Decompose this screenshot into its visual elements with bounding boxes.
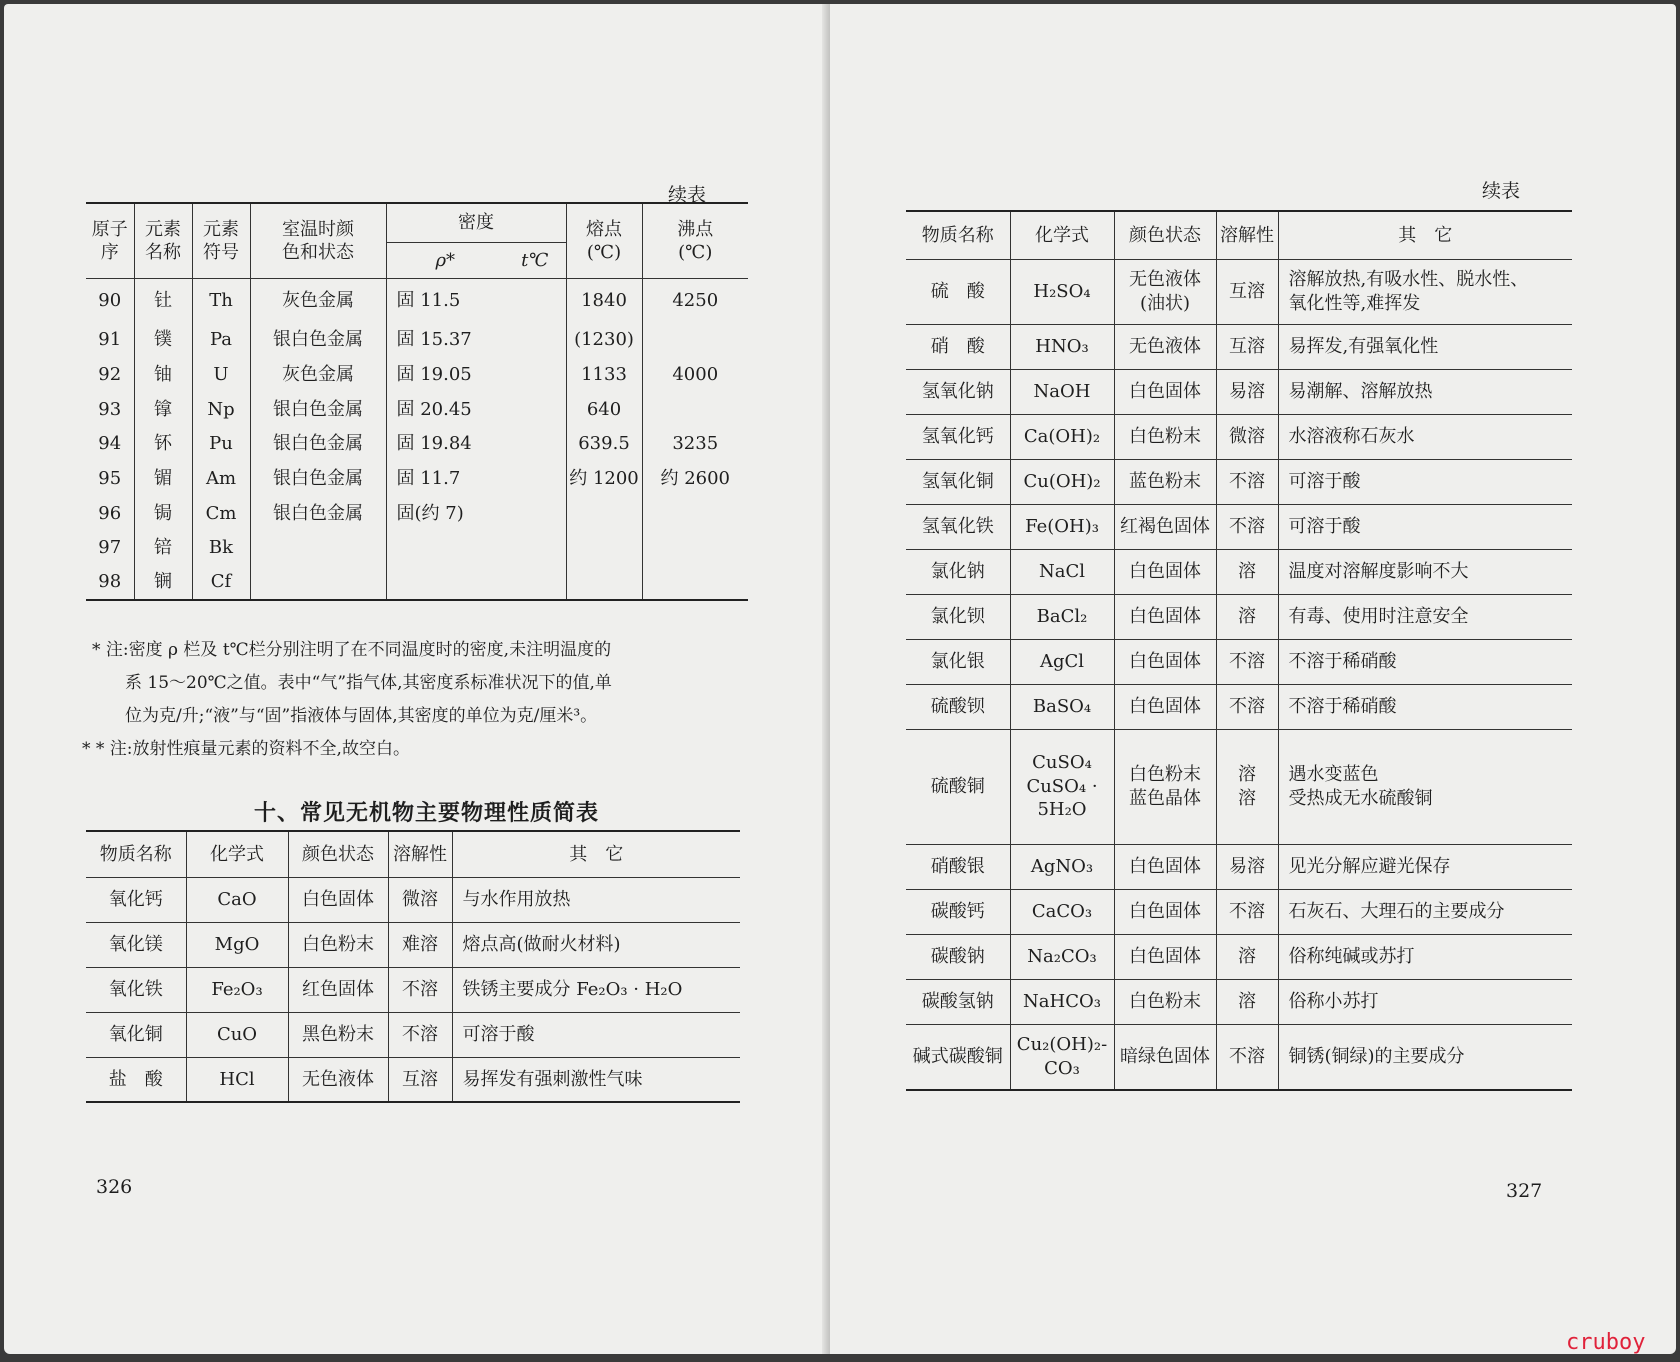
- atomic-number: 96: [98, 502, 122, 524]
- substance-other: 有毒、使用时注意安全: [1278, 594, 1572, 639]
- element-boiling-point: [642, 392, 748, 427]
- header-formula: 化学式: [186, 831, 288, 877]
- element-melting-point: 639.5: [566, 427, 642, 462]
- element-symbol: Pu: [192, 427, 250, 462]
- substance-formula: AgNO₃: [1010, 844, 1114, 889]
- page-number-right: 327: [1506, 1180, 1543, 1202]
- substance-other: 俗称纯碱或苏打: [1278, 934, 1572, 979]
- substance-solubility: 不溶: [1216, 639, 1278, 684]
- element-density: 固 11.7: [386, 461, 504, 496]
- header-rho: ρ*: [386, 243, 504, 279]
- element-row: [86, 357, 748, 392]
- substance-row: [906, 459, 1572, 504]
- substance-solubility: 互溶: [1216, 324, 1278, 369]
- element-color-state: 银白色金属: [250, 427, 386, 462]
- substance-other: 易潮解、溶解放热: [1278, 369, 1572, 414]
- element-density: 固 20.45: [386, 392, 504, 427]
- element-boiling-point: 3235: [642, 427, 748, 462]
- element-melting-point: 1840: [566, 279, 642, 323]
- page-number-left: 326: [96, 1176, 133, 1198]
- substance-name: 碳酸钠: [906, 934, 1010, 979]
- substance-solubility: 易溶: [1216, 369, 1278, 414]
- substance-name: 氢氧化铁: [906, 504, 1010, 549]
- atomic-number: 93: [98, 398, 122, 420]
- header-state: 颜色状态: [288, 831, 388, 877]
- substance-row: [906, 1024, 1572, 1090]
- element-density: [386, 565, 504, 600]
- note-1-line-3: 位为克/升;“液”与“固”指液体与固体,其密度的单位为克/厘米³。: [125, 706, 598, 726]
- element-melting-point: [566, 531, 642, 566]
- element-melting-point: (1230): [566, 323, 642, 358]
- substance-formula: Na₂CO₃: [1010, 934, 1114, 979]
- substance-row: [906, 549, 1572, 594]
- element-density-temp: [504, 427, 566, 462]
- substance-state: 无色液体 (油状): [1114, 259, 1216, 324]
- substance-solubility: 溶: [1216, 594, 1278, 639]
- note-1-line-2: 系 15～20℃之值。表中“气”指气体,其密度系标准状况下的值,单: [125, 673, 612, 693]
- substance-formula: NaOH: [1010, 369, 1114, 414]
- element-name: 镅: [134, 461, 192, 496]
- substance-name: 硫 酸: [930, 280, 985, 302]
- substance-state: 白色固体: [1114, 934, 1216, 979]
- element-density-temp: [504, 279, 566, 323]
- substance-other: 熔点高(做耐火材料): [452, 922, 740, 967]
- element-density-temp: [504, 565, 566, 600]
- substance-row: [906, 639, 1572, 684]
- substance-name: 氯化银: [906, 639, 1010, 684]
- element-row: [86, 323, 748, 358]
- substance-state: 白色粉末: [1114, 414, 1216, 459]
- substance-row: [906, 684, 1572, 729]
- continued-label-right: 续表: [1482, 180, 1521, 202]
- substance-state: 白色粉末: [288, 922, 388, 967]
- substance-formula: CuO: [186, 1012, 288, 1057]
- substance-other: 不溶于稀硝酸: [1278, 639, 1572, 684]
- element-density: 固 11.5: [386, 279, 504, 323]
- element-melting-point: 1133: [566, 357, 642, 392]
- inorganic-table: [86, 830, 740, 1103]
- substance-formula: BaSO₄: [1010, 684, 1114, 729]
- substance-row: [906, 259, 1572, 324]
- substance-state: 蓝色粉末: [1114, 459, 1216, 504]
- element-name: 钍: [134, 279, 192, 323]
- header-other: 其 它: [452, 831, 740, 877]
- substance-solubility: 易溶: [1216, 844, 1278, 889]
- element-boiling-point: [642, 531, 748, 566]
- substance-name: 氯化钡: [906, 594, 1010, 639]
- continued-label-left: 续表: [668, 184, 707, 206]
- substance-name: 氯化钠: [906, 549, 1010, 594]
- substance-name: 氧化铜: [86, 1012, 186, 1057]
- header-temp: t℃: [521, 249, 549, 271]
- substance-formula: H₂SO₄: [1010, 259, 1114, 324]
- substance-other: 可溶于酸: [452, 1012, 740, 1057]
- header-boiling-point: 沸点 (℃): [642, 203, 748, 279]
- substance-solubility: 不溶: [1216, 504, 1278, 549]
- substance-name: 硝酸银: [906, 844, 1010, 889]
- substance-state: 白色粉末: [1114, 979, 1216, 1024]
- substance-table-header-row: [906, 211, 1572, 259]
- header-density: 密度: [386, 203, 566, 243]
- header-other: 其 它: [1278, 211, 1572, 259]
- substance-solubility: 溶: [1216, 934, 1278, 979]
- substance-formula: Cu₂(OH)₂- CO₃: [1010, 1024, 1114, 1090]
- substance-other: 见光分解应避光保存: [1278, 844, 1572, 889]
- element-symbol: Am: [192, 461, 250, 496]
- element-name: 镤: [134, 323, 192, 358]
- substance-row: [86, 877, 740, 922]
- element-symbol: Np: [192, 392, 250, 427]
- substance-state: 红色固体: [288, 967, 388, 1012]
- substance-other: 温度对溶解度影响不大: [1278, 549, 1572, 594]
- atomic-number: 97: [98, 537, 122, 559]
- atomic-number: 92: [98, 363, 122, 385]
- header-color-state: 室温时颜 色和状态: [250, 203, 386, 279]
- element-row: [86, 427, 748, 462]
- substance-row: [86, 967, 740, 1012]
- element-table: [86, 202, 748, 601]
- element-color-state: 银白色金属: [250, 496, 386, 531]
- element-row: [86, 392, 748, 427]
- substance-state: 白色固体: [1114, 684, 1216, 729]
- substance-row: [86, 1012, 740, 1057]
- substance-formula: NaCl: [1010, 549, 1114, 594]
- substance-row: [906, 594, 1572, 639]
- element-row: [86, 279, 748, 323]
- element-name: 锎: [134, 565, 192, 600]
- header-formula: 化学式: [1010, 211, 1114, 259]
- substance-other: 可溶于酸: [1278, 459, 1572, 504]
- substance-formula: HNO₃: [1010, 324, 1114, 369]
- substance-solubility: 互溶: [388, 1057, 452, 1102]
- substance-other: 铁锈主要成分 Fe₂O₃ · H₂O: [452, 967, 740, 1012]
- inorganic-table-header-row: [86, 831, 740, 877]
- table-notes: [82, 634, 762, 766]
- atomic-number: 90: [86, 279, 134, 323]
- substance-formula: NaHCO₃: [1010, 979, 1114, 1024]
- element-melting-point: [566, 565, 642, 600]
- substance-formula: CaCO₃: [1010, 889, 1114, 934]
- substance-name: 碳酸钙: [906, 889, 1010, 934]
- substance-name: 碱式碳酸铜: [906, 1024, 1010, 1090]
- element-melting-point: 约 1200: [566, 461, 642, 496]
- substance-other: 溶解放热,有吸水性、脱水性、 氧化性等,难挥发: [1278, 259, 1572, 324]
- substance-state: 无色液体: [288, 1057, 388, 1102]
- substance-row: [906, 889, 1572, 934]
- substance-other: 易挥发有强刺激性气味: [452, 1057, 740, 1102]
- substance-name: 氢氧化铜: [906, 459, 1010, 504]
- substance-solubility: 不溶: [388, 1012, 452, 1057]
- element-table-header-row: [86, 203, 748, 243]
- element-name: 镎: [134, 392, 192, 427]
- watermark: cruboy: [1566, 1330, 1646, 1355]
- element-boiling-point: 4000: [642, 357, 748, 392]
- substance-other: 易挥发,有强氧化性: [1278, 324, 1572, 369]
- element-symbol: U: [192, 357, 250, 392]
- substance-other: 与水作用放热: [452, 877, 740, 922]
- substance-row: [906, 369, 1572, 414]
- substance-formula: CaO: [186, 877, 288, 922]
- header-solubility: 溶解性: [388, 831, 452, 877]
- header-substance-name: 物质名称: [921, 224, 994, 246]
- element-color-state: 银白色金属: [250, 461, 386, 496]
- left-page: [4, 4, 834, 1354]
- element-density: [386, 531, 504, 566]
- substance-row: [86, 1057, 740, 1102]
- substance-row: [906, 934, 1572, 979]
- element-density-temp: [504, 323, 566, 358]
- substance-state: 暗绿色固体: [1114, 1024, 1216, 1090]
- header-element-name: 元素 名称: [134, 203, 192, 279]
- substance-state: 白色固体: [1114, 594, 1216, 639]
- element-boiling-point: 4250: [642, 279, 748, 323]
- element-symbol: Cf: [192, 565, 250, 600]
- substance-state: 无色液体: [1114, 324, 1216, 369]
- header-atomic-number: 原子 序: [91, 218, 128, 263]
- right-page: [830, 4, 1676, 1354]
- element-symbol: Bk: [192, 531, 250, 566]
- header-element-symbol: 元素 符号: [192, 203, 250, 279]
- element-row: [86, 531, 748, 566]
- atomic-number: 91: [98, 329, 122, 351]
- element-name: 铀: [134, 357, 192, 392]
- substance-table-continued: [906, 210, 1572, 1091]
- header-state: 颜色状态: [1114, 211, 1216, 259]
- substance-solubility: 溶: [1216, 549, 1278, 594]
- element-density: 固 19.84: [386, 427, 504, 462]
- element-symbol: Cm: [192, 496, 250, 531]
- section-title: 十、常见无机物主要物理性质简表: [254, 801, 600, 826]
- element-density: 固 15.37: [386, 323, 504, 358]
- substance-other: 铜锈(铜绿)的主要成分: [1278, 1024, 1572, 1090]
- substance-name: 碳酸氢钠: [906, 979, 1010, 1024]
- substance-name: 氧化铁: [86, 967, 186, 1012]
- substance-name: 氢氧化钠: [906, 369, 1010, 414]
- header-substance-name: 物质名称: [99, 843, 172, 865]
- substance-row: [906, 414, 1572, 459]
- substance-formula: CuSO₄ CuSO₄ · 5H₂O: [1010, 729, 1114, 844]
- substance-formula: HCl: [186, 1057, 288, 1102]
- substance-formula: Fe(OH)₃: [1010, 504, 1114, 549]
- substance-solubility: 溶 溶: [1216, 729, 1278, 844]
- substance-state: 白色固体: [1114, 889, 1216, 934]
- element-row: [86, 565, 748, 600]
- element-row: [86, 461, 748, 496]
- substance-state: 红褐色固体: [1114, 504, 1216, 549]
- element-symbol: Pa: [192, 323, 250, 358]
- element-symbol: Th: [192, 279, 250, 323]
- element-boiling-point: 约 2600: [642, 461, 748, 496]
- substance-formula: MgO: [186, 922, 288, 967]
- substance-other: 石灰石、大理石的主要成分: [1278, 889, 1572, 934]
- substance-name: 硫酸铜: [906, 729, 1010, 844]
- substance-solubility: 不溶: [388, 967, 452, 1012]
- substance-name: 氢氧化钙: [906, 414, 1010, 459]
- substance-row: [86, 922, 740, 967]
- substance-solubility: 不溶: [1216, 1024, 1278, 1090]
- substance-state: 白色固体: [288, 877, 388, 922]
- element-name: 锫: [134, 531, 192, 566]
- element-color-state: [250, 565, 386, 600]
- substance-other: 不溶于稀硝酸: [1278, 684, 1572, 729]
- substance-solubility: 不溶: [1216, 684, 1278, 729]
- substance-solubility: 难溶: [388, 922, 452, 967]
- substance-state: 白色固体: [1114, 369, 1216, 414]
- substance-solubility: 不溶: [1216, 459, 1278, 504]
- substance-other: 可溶于酸: [1278, 504, 1572, 549]
- substance-row: [906, 504, 1572, 549]
- atomic-number: 95: [98, 467, 122, 489]
- element-density-temp: [504, 531, 566, 566]
- substance-formula: Ca(OH)₂: [1010, 414, 1114, 459]
- substance-solubility: 微溶: [388, 877, 452, 922]
- element-boiling-point: [642, 496, 748, 531]
- substance-solubility: 互溶: [1216, 259, 1278, 324]
- element-boiling-point: [642, 565, 748, 600]
- substance-row: [906, 979, 1572, 1024]
- substance-solubility: 不溶: [1216, 889, 1278, 934]
- substance-solubility: 溶: [1216, 979, 1278, 1024]
- substance-formula: Cu(OH)₂: [1010, 459, 1114, 504]
- substance-solubility: 微溶: [1216, 414, 1278, 459]
- atomic-number: 98: [98, 571, 122, 593]
- substance-formula: BaCl₂: [1010, 594, 1114, 639]
- element-density-temp: [504, 461, 566, 496]
- element-density: 固(约 7): [386, 496, 504, 531]
- element-name: 锔: [134, 496, 192, 531]
- element-color-state: [250, 531, 386, 566]
- substance-name: 硫酸钡: [906, 684, 1010, 729]
- substance-formula: Fe₂O₃: [186, 967, 288, 1012]
- substance-state: 黑色粉末: [288, 1012, 388, 1057]
- substance-row: [906, 324, 1572, 369]
- note-2: * * 注:放射性痕量元素的资料不全,故空白。: [82, 739, 410, 759]
- atomic-number: 94: [98, 433, 122, 455]
- substance-row: [906, 844, 1572, 889]
- element-color-state: 灰色金属: [250, 279, 386, 323]
- substance-state: 白色固体: [1114, 639, 1216, 684]
- substance-other: 俗称小苏打: [1278, 979, 1572, 1024]
- substance-state: 白色固体: [1114, 844, 1216, 889]
- element-density-temp: [504, 392, 566, 427]
- element-color-state: 灰色金属: [250, 357, 386, 392]
- substance-name: 盐 酸: [86, 1057, 186, 1102]
- element-boiling-point: [642, 323, 748, 358]
- element-density-temp: [504, 496, 566, 531]
- header-solubility: 溶解性: [1216, 211, 1278, 259]
- substance-name: 硝 酸: [906, 324, 1010, 369]
- element-color-state: 银白色金属: [250, 323, 386, 358]
- substance-state: 白色固体: [1114, 549, 1216, 594]
- substance-name: 氧化镁: [86, 922, 186, 967]
- element-melting-point: [566, 496, 642, 531]
- substance-state: 白色粉末 蓝色晶体: [1114, 729, 1216, 844]
- element-name: 钚: [134, 427, 192, 462]
- header-melting-point: 熔点 (℃): [566, 203, 642, 279]
- substance-row: [906, 729, 1572, 844]
- substance-other: 遇水变蓝色 受热成无水硫酸铜: [1278, 729, 1572, 844]
- element-color-state: 银白色金属: [250, 392, 386, 427]
- substance-name: 氧化钙: [108, 888, 163, 910]
- substance-other: 水溶液称石灰水: [1278, 414, 1572, 459]
- note-1-line-1: * 注:密度 ρ 栏及 t℃栏分别注明了在不同温度时的密度,未注明温度的: [92, 640, 612, 660]
- element-density-temp: [504, 357, 566, 392]
- substance-formula: AgCl: [1010, 639, 1114, 684]
- element-melting-point: 640: [566, 392, 642, 427]
- element-row: [86, 496, 748, 531]
- element-density: 固 19.05: [386, 357, 504, 392]
